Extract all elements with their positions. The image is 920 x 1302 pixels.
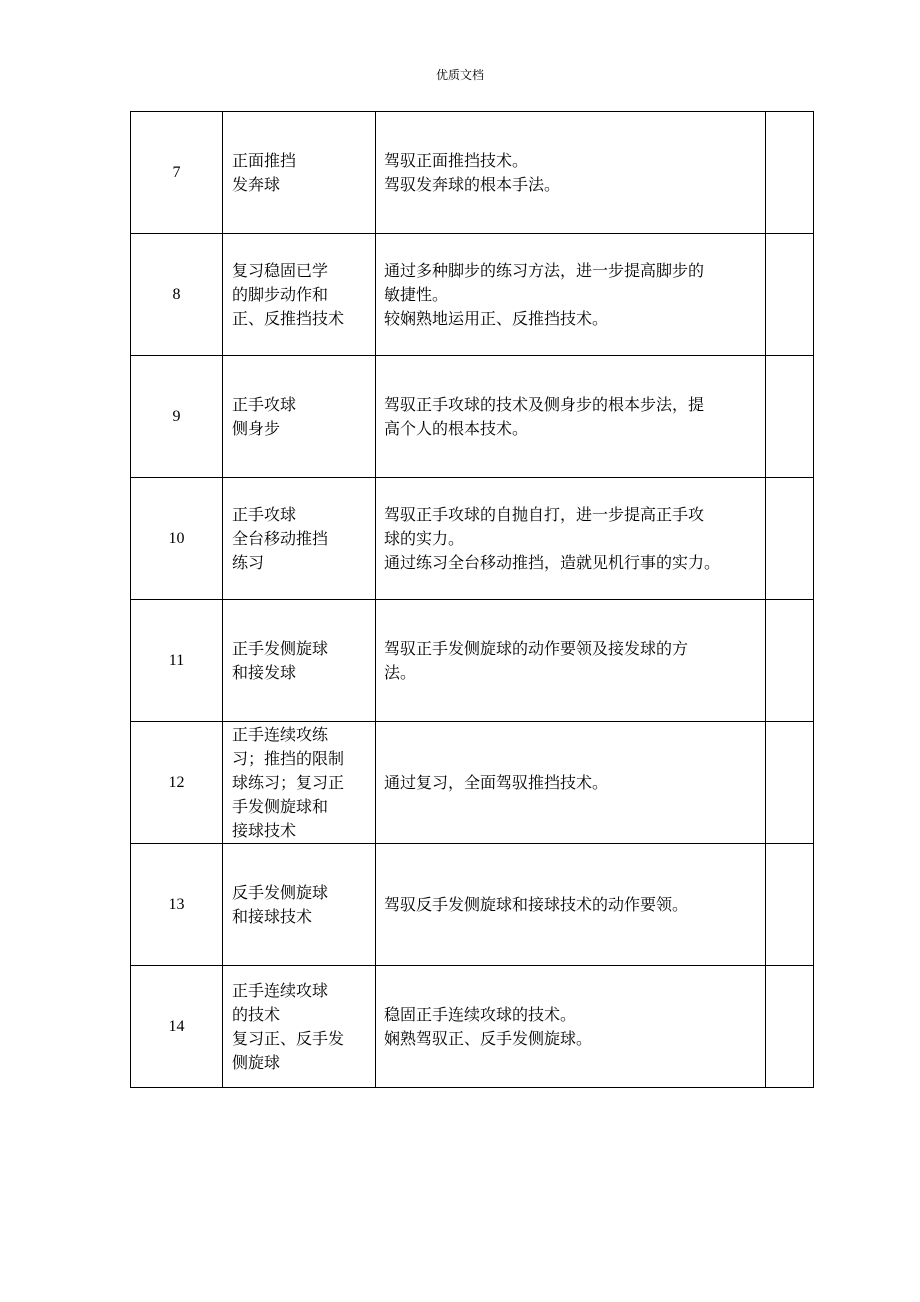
lesson-number: 8 [131,234,223,356]
remarks-cell [766,966,814,1088]
lesson-number: 7 [131,112,223,234]
lesson-goal [376,722,766,844]
topic-line: 的脚步动作和 [232,284,329,304]
table-row [131,356,814,478]
topic-line: 和接发球 [232,662,297,682]
topic-line: 习；推挡的限制 [232,748,345,768]
topic-line: 手发侧旋球和 [232,796,329,816]
lesson-goal [376,112,766,234]
remarks-cell [766,356,814,478]
goal-line: 通过多种脚步的练习方法，进一步提高脚步的 [384,260,705,280]
remarks-cell [766,600,814,722]
goal-line: 高个人的根本技术。 [384,418,529,438]
goal-line: 球的实力。 [384,528,465,548]
lesson-number: 14 [131,966,223,1088]
lesson-topic [223,844,376,966]
topic-line: 反手发侧旋球 [232,882,329,902]
lesson-goal [376,600,766,722]
lesson-topic [223,478,376,600]
lesson-plan-table [130,111,814,1088]
lesson-goal [376,966,766,1088]
lesson-topic [223,722,376,844]
topic-line: 球练习；复习正 [232,772,345,792]
lesson-topic [223,600,376,722]
table-row [131,112,814,234]
remarks-cell [766,844,814,966]
topic-line: 的技术 [232,1004,281,1024]
remarks-cell [766,478,814,600]
goal-line: 驾驭正面推挡技术。 [384,150,529,170]
table-row [131,234,814,356]
page-header: 优质文档 [435,68,484,82]
topic-line: 正手攻球 [232,504,297,524]
topic-line: 正面推挡 [232,150,297,170]
lesson-number: 11 [131,600,223,722]
goal-line: 稳固正手连续攻球的技术。 [384,1004,577,1024]
table-body [131,112,814,1088]
goal-line: 驾驭正手攻球的自抛自打，进一步提高正手攻 [384,504,705,524]
lesson-topic [223,234,376,356]
goal-line: 驾驭正手发侧旋球的动作要领及接发球的方 [384,638,689,658]
topic-line: 侧旋球 [232,1052,281,1072]
topic-line: 发奔球 [232,174,281,194]
topic-line: 全台移动推挡 [232,528,329,548]
goal-line: 较娴熟地运用正、反推挡技术。 [384,308,609,328]
goal-line: 法。 [384,662,417,682]
lesson-goal [376,844,766,966]
topic-line: 复习正、反手发 [232,1028,345,1048]
topic-line: 正、反推挡技术 [232,308,345,328]
table-row [131,478,814,600]
lesson-number: 12 [131,722,223,844]
topic-line: 复习稳固已学 [232,260,329,280]
goal-line: 通过练习全台移动推挡，造就见机行事的实力。 [384,552,721,572]
lesson-goal [376,356,766,478]
table-row [131,722,814,844]
goal-line: 敏捷性。 [384,284,449,304]
lesson-goal [376,234,766,356]
topic-line: 正手连续攻球 [232,980,329,1000]
lesson-goal [376,478,766,600]
table-row [131,966,814,1088]
topic-line: 侧身步 [232,418,281,438]
lesson-topic [223,112,376,234]
lesson-number: 9 [131,356,223,478]
goal-line: 娴熟驾驭正、反手发侧旋球。 [384,1028,593,1048]
goal-line: 驾驭发奔球的根本手法。 [384,174,561,194]
lesson-topic [223,356,376,478]
topic-line: 接球技术 [232,820,297,840]
remarks-cell [766,112,814,234]
topic-line: 正手发侧旋球 [232,638,329,658]
topic-line: 正手攻球 [232,394,297,414]
table-row [131,600,814,722]
remarks-cell [766,722,814,844]
topic-line: 正手连续攻练 [232,724,329,744]
lesson-number: 13 [131,844,223,966]
goal-line: 驾驭反手发侧旋球和接球技术的动作要领。 [384,894,689,914]
goal-line: 驾驭正手攻球的技术及侧身步的根本步法，提 [384,394,705,414]
goal-line: 通过复习，全面驾驭推挡技术。 [384,772,609,792]
topic-line: 练习 [232,552,265,572]
lesson-number: 10 [131,478,223,600]
lesson-topic [223,966,376,1088]
table-row [131,844,814,966]
remarks-cell [766,234,814,356]
topic-line: 和接球技术 [232,906,313,926]
